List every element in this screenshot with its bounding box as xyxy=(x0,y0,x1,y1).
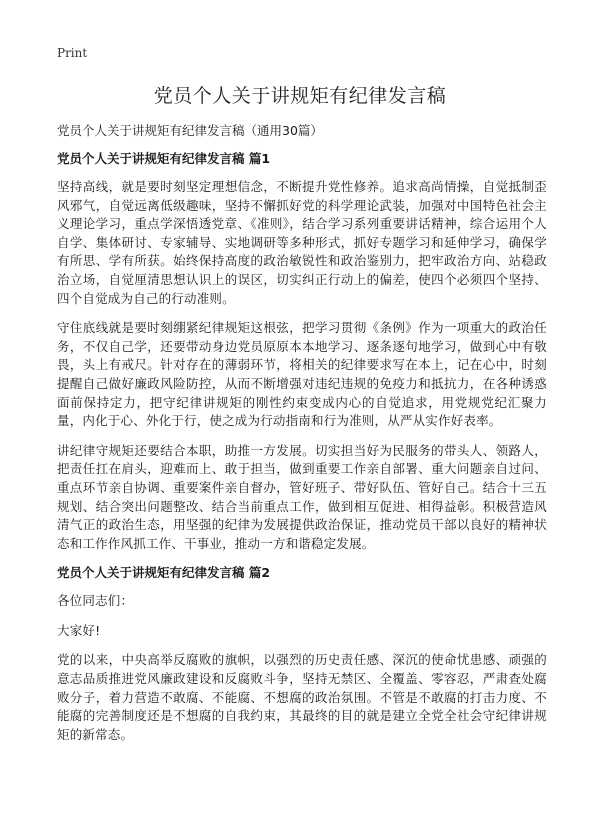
document-subtitle: 党员个人关于讲规矩有纪律发言稿（通用30篇） xyxy=(57,123,323,138)
paragraph: 党的以来，中央高举反腐败的旗帜，以强烈的历史责任感、深沉的使命忧患感、顽强的意志品质推进党风廉政建设和反腐败斗争，坚持无禁区、全覆盖、零容忍，严肃查处腐败分子，着力营造不敢腐、不能腐、不想腐的政治氛围。不管是不敢腐的打击力度、不能腐的完善制度还是不想腐的自我约束，其最终的目的就是建立全党全社会守纪律讲规矩的新常态。 xyxy=(57,652,547,742)
section-heading: 党员个人关于讲规矩有纪律发言稿 篇2 xyxy=(57,565,271,581)
section-2 xyxy=(57,564,547,744)
document-body xyxy=(57,150,547,755)
section-heading: 党员个人关于讲规矩有纪律发言稿 篇1 xyxy=(57,151,271,166)
print-link[interactable]: Print xyxy=(57,46,88,60)
section-1 xyxy=(57,150,547,553)
greeting-line: 各位同志们： xyxy=(57,593,134,609)
greeting-line: 大家好! xyxy=(57,622,101,638)
paragraph: 坚持高线，就是要时刻坚定理想信念，不断提升党性修养。追求高尚情操，自觉抵制歪风邪气，自觉远离低级趣味，坚持不懈抓好党的科学理论武装，加强对中国特色社会主义理论学习，重点学深悟透党章、《准则》，结合学习系列重要讲话精神，综合运用个人自学、集体研讨、专家辅导、实地调研等多种形式，抓好专题学习和延伸学习，确保学有所思、学有所获。始终保持高度的政治敏锐性和政治鉴别力，把牢政治方向、站稳政治立场，自觉厘清思想认识上的误区，切实纠正行动上的偏差，使四个必须四个坚持、四个自觉成为自己的行动准则。 xyxy=(57,179,547,306)
paragraph: 守住底线就是要时刻绷紧纪律规矩这根弦，把学习贯彻《条例》作为一项重大的政治任务，不仅自己学，还要带动身边党员原原本本地学习、逐条逐句地学习，做到心中有敬畏，头上有戒尺。针对存在的薄弱环节，将相关的纪律要求写在本上，记在心中，时刻提醒自己做好廉政风险防控，从而不断增强对违纪违规的免疫力和抵抗力，在各种诱惑面前保持定力，把守纪律讲规矩的刚性约束变成内心的自觉追求，用党规党纪汇聚力量，内化于心、外化于行，使之成为行动指南和行为准则，从严从实作好表率。 xyxy=(57,320,547,429)
paragraph: 讲纪律守规矩还要结合本职，助推一方发展。切实担当好为民服务的带头人、领路人，把责任扛在肩头，迎难而上、敢于担当，做到重要工作亲自部署、重大问题亲自过问、重点环节亲自协调、重要案件亲自督办，管好班子、带好队伍、管好自己。结合十三五规划、结合突出问题整改、结合当前重点工作，做到相互促进、相得益彰。积极营造风清气正的政治生态，用坚强的纪律为发展提供政治保证，推动党员干部以良好的精神状态和工作作风抓工作、干事业，推动一方和谐稳定发展。 xyxy=(57,442,547,551)
page-title: 党员个人关于讲规矩有纪律发言稿 xyxy=(153,85,447,107)
